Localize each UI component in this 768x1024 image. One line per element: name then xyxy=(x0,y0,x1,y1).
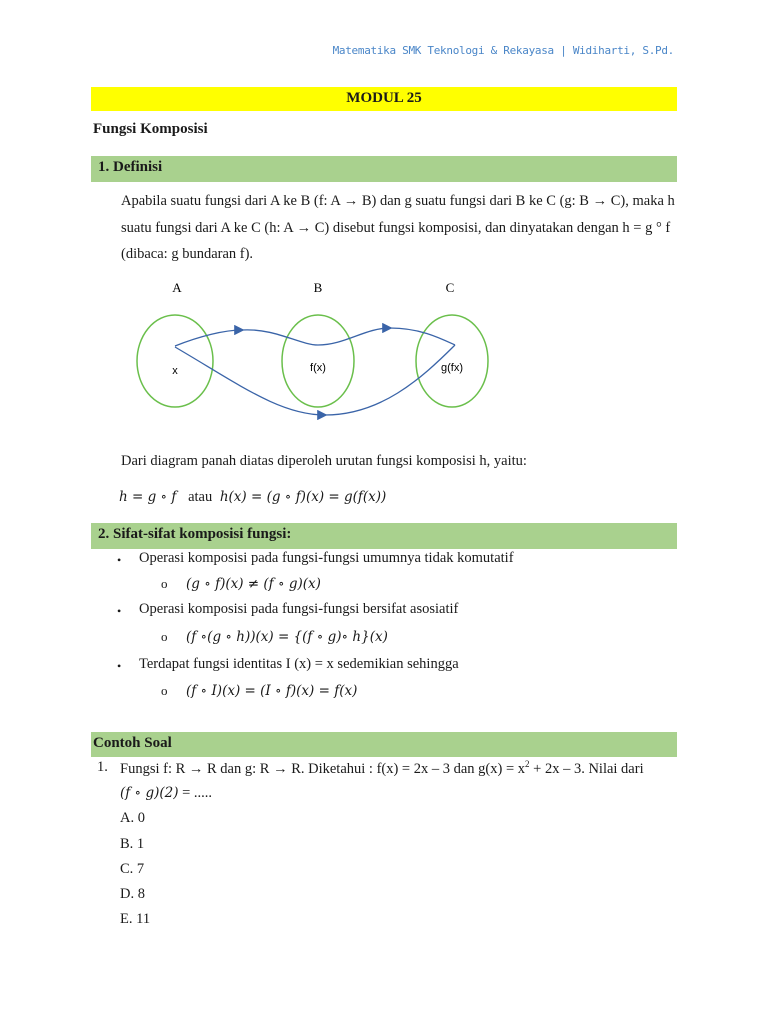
option-d: D. 8 xyxy=(120,886,145,902)
question-line-1 xyxy=(120,759,644,778)
arrow-g-head xyxy=(318,328,390,345)
section-definisi-heading: 1. Definisi xyxy=(98,159,163,175)
set-b-label: B xyxy=(313,280,323,295)
definition-paragraph: Apabila suatu fungsi dari A ke B (f: A → B) dan g suatu fungsi dari B ke C (g: B → C), maka h suatu fungsi dari A ke C (h: A → C) disebut fungsi komposisi, dan dinyatakan dengan h = g ° f (dibaca: g bundaran f). xyxy=(121,193,675,262)
option-b: B. 1 xyxy=(120,836,145,852)
element-gfx: g(fx) xyxy=(441,362,463,374)
question-superscript: 2 xyxy=(525,759,530,769)
set-a-circle xyxy=(137,315,213,407)
option-c: C. 7 xyxy=(120,861,145,877)
set-a-label: A xyxy=(172,280,182,295)
sub-bullet-1: o xyxy=(161,576,168,591)
sub-bullet-2: o xyxy=(161,629,168,644)
property-2-text: Operasi komposisi pada fungsi-fungsi bersifat asosiatif xyxy=(139,601,459,617)
set-c-label: C xyxy=(445,280,455,295)
formula-right: h(x) = (g ∘ f)(x) = g(f(x)) xyxy=(219,489,387,505)
sub-bullet-3: o xyxy=(161,683,168,698)
section-sifat-heading: 2. Sifat-sifat komposisi fungsi: xyxy=(98,526,292,542)
set-b-circle xyxy=(282,315,354,407)
property-3-formula: (f ∘ I)(x) = (I ∘ f)(x) = f(x) xyxy=(186,683,358,699)
property-2-formula: (f ∘(g ∘ h))(x) = {(f ∘ g)∘ h}(x) xyxy=(186,629,388,645)
property-3-text: Terdapat fungsi identitas I (x) = x sedemikian sehingga xyxy=(139,656,459,672)
element-x: x xyxy=(172,365,178,377)
property-1-text: Operasi komposisi pada fungsi-fungsi umumnya tidak komutatif xyxy=(139,550,514,566)
arrow-diagram xyxy=(0,270,768,430)
formula-left: h = g ∘ f xyxy=(119,489,177,505)
title-bar xyxy=(91,87,677,111)
bullet-3: • xyxy=(117,659,122,673)
bullet-2: • xyxy=(117,604,122,618)
section-sifat-bar xyxy=(91,523,677,549)
formula-connector: atau xyxy=(188,489,213,505)
option-e: E. 11 xyxy=(120,911,151,927)
arrow-h-tail xyxy=(325,345,455,415)
contoh-soal-bar xyxy=(91,732,677,757)
set-c-circle xyxy=(416,315,488,407)
diagram-caption: Dari diagram panah diatas diperoleh urutan fungsi komposisi h, yaitu: xyxy=(121,453,527,469)
question-text-tail: + 2x – 3. Nilai dari xyxy=(529,760,644,777)
arrow-f-tail xyxy=(242,330,318,345)
topic-title: Fungsi Komposisi xyxy=(93,121,208,137)
section-definisi-bar xyxy=(91,156,677,182)
question-number: 1. xyxy=(97,759,108,775)
arrow-h-head xyxy=(175,347,325,415)
property-1-formula: (g ∘ f)(x) ≠ (f ∘ g)(x) xyxy=(186,576,321,592)
module-title: MODUL 25 xyxy=(346,90,422,106)
element-fx: f(x) xyxy=(310,362,326,374)
page-header: Matematika SMK Teknologi & Rekayasa | Widiharti, S.Pd. xyxy=(332,44,674,57)
composition-formula xyxy=(119,489,386,506)
contoh-soal-heading: Contoh Soal xyxy=(93,735,172,751)
bullet-1: • xyxy=(117,553,122,567)
option-a: A. 0 xyxy=(120,810,145,826)
arrow-g-tail xyxy=(390,328,455,345)
question-formula: (f ∘ g)(2) xyxy=(120,785,179,801)
question-line-2 xyxy=(120,785,212,802)
question-blank: = ..... xyxy=(178,785,213,801)
question-text: Fungsi f: R → R dan g: R → R. Diketahui : f(x) = 2x – 3 dan g(x) = x xyxy=(120,760,526,777)
